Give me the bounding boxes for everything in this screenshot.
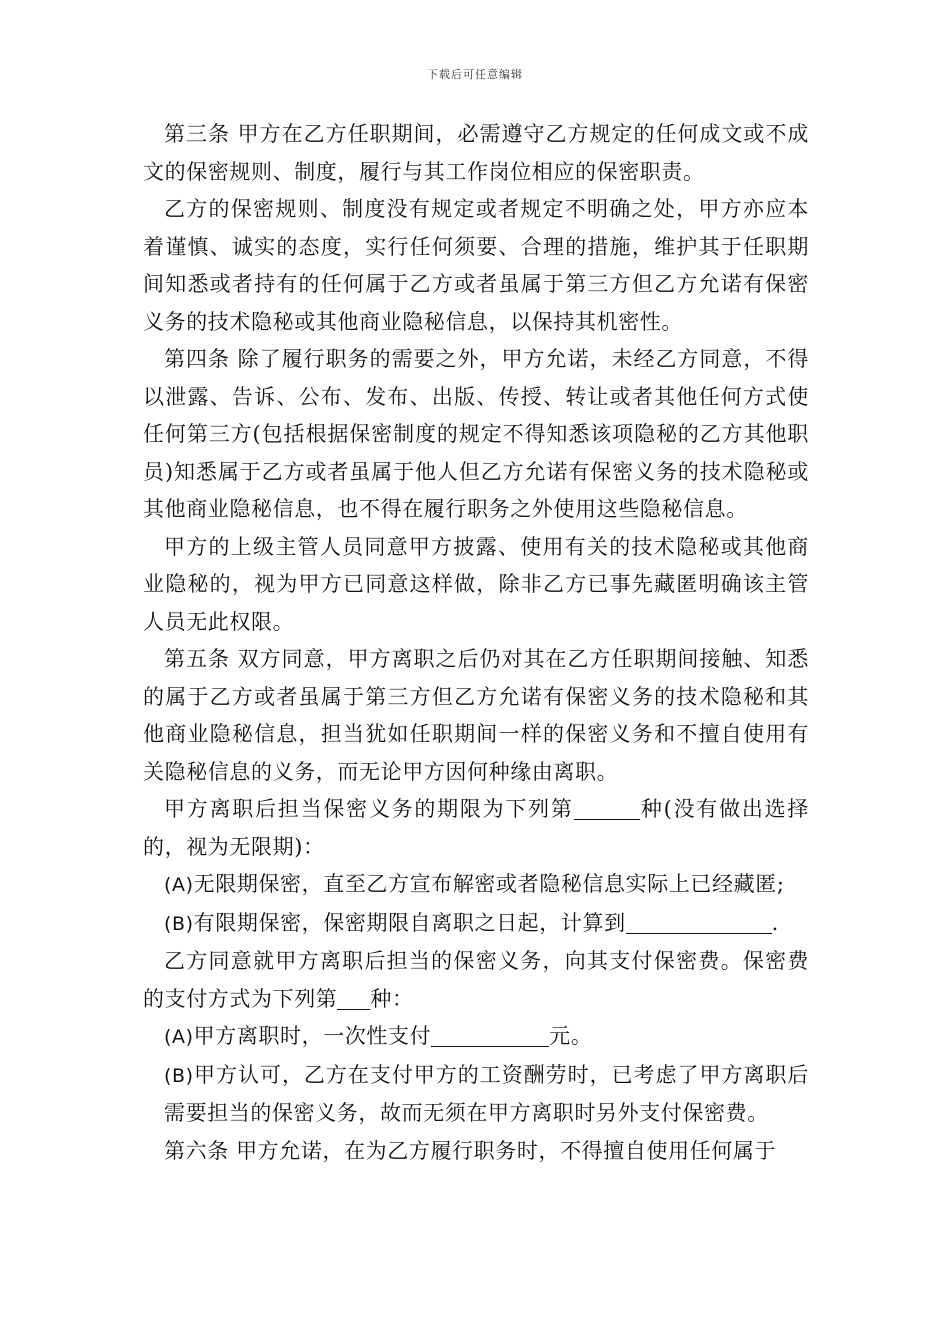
- paragraph-article-4: 第四条 除了履行职务的需要之外，甲方允诺，未经乙方同意，不得以泄露、告诉、公布、发布、出版、传授、转让或者其他任何方式使任何第三方(包括根据保密制度的规定不得知悉该项隐秘的乙方其他职员)知悉属于乙方或者虽属于他人但乙方允诺有保密义务的技术隐秘或其他商业隐秘信息，也不得在履行职务之外使用这些隐秘信息。: [143, 347, 809, 521]
- payment-a-label: (A): [164, 1026, 194, 1048]
- term-choice-blank: [574, 797, 640, 820]
- payment-option-a: [143, 1018, 809, 1057]
- option-a-unlimited: [143, 866, 809, 905]
- paragraph-confidentiality-fee: [143, 943, 809, 1018]
- term-text-before: 甲方离职后担当保密义务的期限为下列第: [164, 797, 574, 821]
- option-b-end: .: [771, 910, 779, 935]
- payment-a-end: 元。: [549, 1024, 593, 1048]
- option-a-text: 无限期保密，直至乙方宣布解密或者隐秘信息实际上已经藏匿;: [193, 872, 785, 896]
- page-header: 下载后可任意编辑: [427, 68, 523, 81]
- fee-choice-blank: [337, 987, 370, 1010]
- payment-amount-blank: [431, 1024, 549, 1047]
- payment-b-text: 甲方认可，乙方在支付甲方的工资酬劳时，已考虑了甲方离职后需要担当的保密义务，故而无须在甲方离职时另外支付保密费。: [164, 1062, 809, 1125]
- paragraph-article-6: 第六条 甲方允诺，在为乙方履行职务时，不得擅自使用任何属于: [164, 1138, 777, 1163]
- term-text-after: 种(没有做出选择的，视为无限期)：: [143, 797, 809, 859]
- payment-b-label: (B): [164, 1064, 194, 1087]
- option-b-text: 有限期保密，保密期限自离职之日起，计算到: [193, 910, 626, 935]
- paragraph-article-3: 第三条 甲方在乙方任职期间，必需遵守乙方规定的任何成文或不成文的保密规则、制度，履行与其工作岗位相应的保密职责。: [143, 122, 809, 184]
- document-body: [143, 116, 809, 1170]
- paragraph-confidentiality-rules: 乙方的保密规则、制度没有规定或者规定不明确之处，甲方亦应本着谨慎、诚实的态度，实行任何须要、合理的措施，维护其于任职期间知悉或者持有的任何属于乙方或者虽属于第三方但乙方允诺有保密义务的技术隐秘或其他商业隐秘信息，以保持其机密性。: [143, 197, 809, 334]
- paragraph-supervisor-consent: 甲方的上级主管人员同意甲方披露、使用有关的技术隐秘或其他商业隐秘的，视为甲方已同意这样做，除非乙方已事先藏匿明确该主管人员无此权限。: [143, 534, 809, 634]
- option-a-label: (A): [164, 874, 194, 896]
- payment-a-text: 甲方离职时，一次性支付: [193, 1024, 432, 1048]
- option-b-label: (B): [164, 912, 194, 935]
- option-b-limited: [143, 905, 809, 944]
- payment-option-b: [143, 1057, 809, 1133]
- option-b-date-blank: [626, 911, 772, 934]
- paragraph-confidentiality-term: [143, 791, 809, 866]
- fee-text-after: 种：: [370, 986, 414, 1011]
- paragraph-article-5: 第五条 双方同意，甲方离职之后仍对其在乙方任职期间接触、知悉的属于乙方或者虽属于第三方但乙方允诺有保密义务的技术隐秘和其他商业隐秘信息，担当犹如任职期间一样的保密义务和不擅自使用有关隐秘信息的义务，而无论甲方因何种缘由离职。: [143, 647, 809, 784]
- fee-text-before: 乙方同意就甲方离职后担当的保密义务，向其支付保密费。保密费的支付方式为下列第: [143, 949, 809, 1011]
